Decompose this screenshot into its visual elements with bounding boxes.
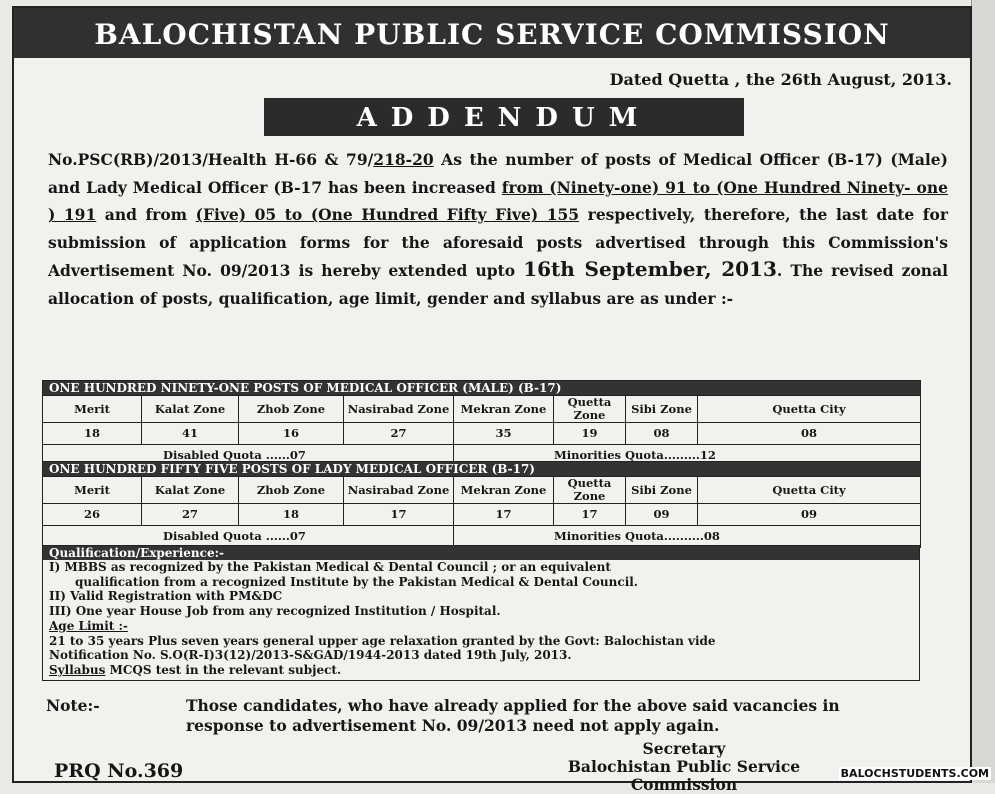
mo-col-merit: Merit — [43, 396, 142, 423]
lmo-col-zhob: Zhob Zone — [239, 477, 344, 504]
qualification-item: qualification from a recognized Institute by the Pakistan Medical & Dental Council. — [75, 574, 638, 589]
signature-block — [534, 740, 834, 794]
mo-values-row — [43, 423, 921, 445]
lmo-values-row — [43, 504, 921, 526]
note-label: Note:- — [46, 696, 100, 715]
lmo-col-sibi: Sibi Zone — [626, 477, 698, 504]
main-paragraph — [48, 146, 948, 313]
lmo-val-nasirabad: 17 — [344, 504, 454, 526]
prq-number: PRQ No.369 — [54, 760, 184, 782]
signature-line: Commission — [630, 775, 738, 794]
lmo-val-mekran: 17 — [454, 504, 554, 526]
advertisement-page — [12, 6, 972, 794]
mo-col-quetta-zone: Quetta Zone — [554, 396, 626, 423]
lmo-col-kalat: Kalat Zone — [142, 477, 239, 504]
mo-col-quetta-city: Quetta City — [698, 396, 921, 423]
lmo-val-sibi: 09 — [626, 504, 698, 526]
syllabus-text: MCQS test in the relevant subject. — [105, 662, 342, 677]
lmo-col-merit: Merit — [43, 477, 142, 504]
lmo-col-quetta-zone: Quetta Zone — [554, 477, 626, 504]
signature-line: Balochistan Public Service — [567, 757, 801, 776]
mo-val-mekran: 35 — [454, 423, 554, 445]
mo-val-nasirabad: 27 — [344, 423, 454, 445]
qualification-heading: Qualification/Experience:- — [43, 546, 919, 560]
lmo-header-row — [43, 477, 921, 504]
lmo-disabled-quota: Disabled Quota ......07 — [43, 526, 454, 548]
watermark-text: BALOCHSTUDENTS.COM — [840, 767, 989, 780]
signature-line: Secretary — [642, 739, 726, 758]
mo-table-heading: ONE HUNDRED NINETY-ONE POSTS OF MEDICAL OFFICER (MALE) (B-17) — [43, 381, 921, 396]
mo-header-row — [43, 396, 921, 423]
para-part-6: respectively, therefore, the last date for submission of application forms for the aforesaid posts advertised through this Commission's Advertisement No. 09/2013 is hereby extended upto — [48, 205, 948, 281]
mo-col-sibi: Sibi Zone — [626, 396, 698, 423]
lmo-val-quetta-zone: 17 — [554, 504, 626, 526]
lmo-val-zhob: 18 — [239, 504, 344, 526]
mo-col-mekran: Mekran Zone — [454, 396, 554, 423]
lmo-minorities-quota: Minorities Quota..........08 — [454, 526, 921, 548]
lmo-val-kalat: 27 — [142, 504, 239, 526]
para-part-4: and from — [96, 205, 196, 225]
mo-col-kalat: Kalat Zone — [142, 396, 239, 423]
age-limit-line: Notification No. S.O(R-I)3(12)/2013-S&GAD/1944-2013 dated 19th July, 2013. — [49, 648, 572, 663]
medical-officer-table — [42, 380, 921, 467]
lmo-table-heading: ONE HUNDRED FIFTY FIVE POSTS OF LADY MEDICAL OFFICER (B-17) — [43, 462, 921, 477]
deadline-date: 16th September, 2013 — [523, 257, 777, 282]
qualification-box — [42, 545, 920, 681]
adjacent-page-strip — [971, 0, 995, 783]
qualification-item: III) One year House Job from any recognized Institution / Hospital. — [49, 604, 501, 619]
age-limit-line: 21 to 35 years Plus seven years general upper age relaxation granted by the Govt: Balochistan vide — [49, 633, 716, 648]
mo-val-kalat: 41 — [142, 423, 239, 445]
mo-disabled-quota: Disabled Quota ......07 — [43, 445, 454, 467]
page-title: BALOCHISTAN PUBLIC SERVICE COMMISSION — [14, 8, 970, 58]
qualification-item: I) MBBS as recognized by the Pakistan Medical & Dental Council ; or an equivalent — [49, 560, 611, 574]
para-part-2: As the number of posts of Medical Officer (B-17) (Male) and Lady Medical Officer (B-17 has been increased — [48, 150, 949, 197]
age-limit-heading: Age Limit :- — [49, 618, 128, 633]
mo-val-quetta-zone: 19 — [554, 423, 626, 445]
lmo-col-nasirabad: Nasirabad Zone — [344, 477, 454, 504]
syllabus-label: Syllabus — [49, 662, 106, 677]
mo-col-zhob: Zhob Zone — [239, 396, 344, 423]
mo-val-zhob: 16 — [239, 423, 344, 445]
addendum-heading: ADDENDUM — [264, 98, 744, 136]
para-part-7: . The revised zonal allocation of posts, qualification, age limit, gender and syllabus are as under :- — [48, 261, 948, 308]
lmo-col-quetta-city: Quetta City — [698, 477, 921, 504]
date-line: Dated Quetta , the 26th August, 2013. — [609, 70, 952, 89]
lmo-val-quetta-city: 09 — [698, 504, 921, 526]
lmo-posts-increase: (Five) 05 to (One Hundred Fifty Five) 155 — [195, 205, 580, 225]
reference-number: 218-20 — [373, 150, 434, 169]
mo-minorities-quota: Minorities Quota.........12 — [454, 445, 921, 467]
para-part-1: No.PSC(RB)/2013/Health H-66 & 79/ — [48, 150, 374, 169]
qualification-item: II) Valid Registration with PM&DC — [49, 589, 283, 604]
mo-val-sibi: 08 — [626, 423, 698, 445]
lady-medical-officer-table — [42, 461, 921, 548]
mo-val-merit: 18 — [43, 423, 142, 445]
note-text: Those candidates, who have already applied for the above said vacancies in response to advertisement No. 09/2013 need not apply again. — [186, 696, 840, 735]
mo-col-nasirabad: Nasirabad Zone — [344, 396, 454, 423]
mo-posts-increase: from (Ninety-one) 91 to (One Hundred Ninety- one ) 191 — [48, 177, 948, 225]
mo-val-quetta-city: 08 — [698, 423, 921, 445]
lmo-col-mekran: Mekran Zone — [454, 477, 554, 504]
lmo-val-merit: 26 — [43, 504, 142, 526]
